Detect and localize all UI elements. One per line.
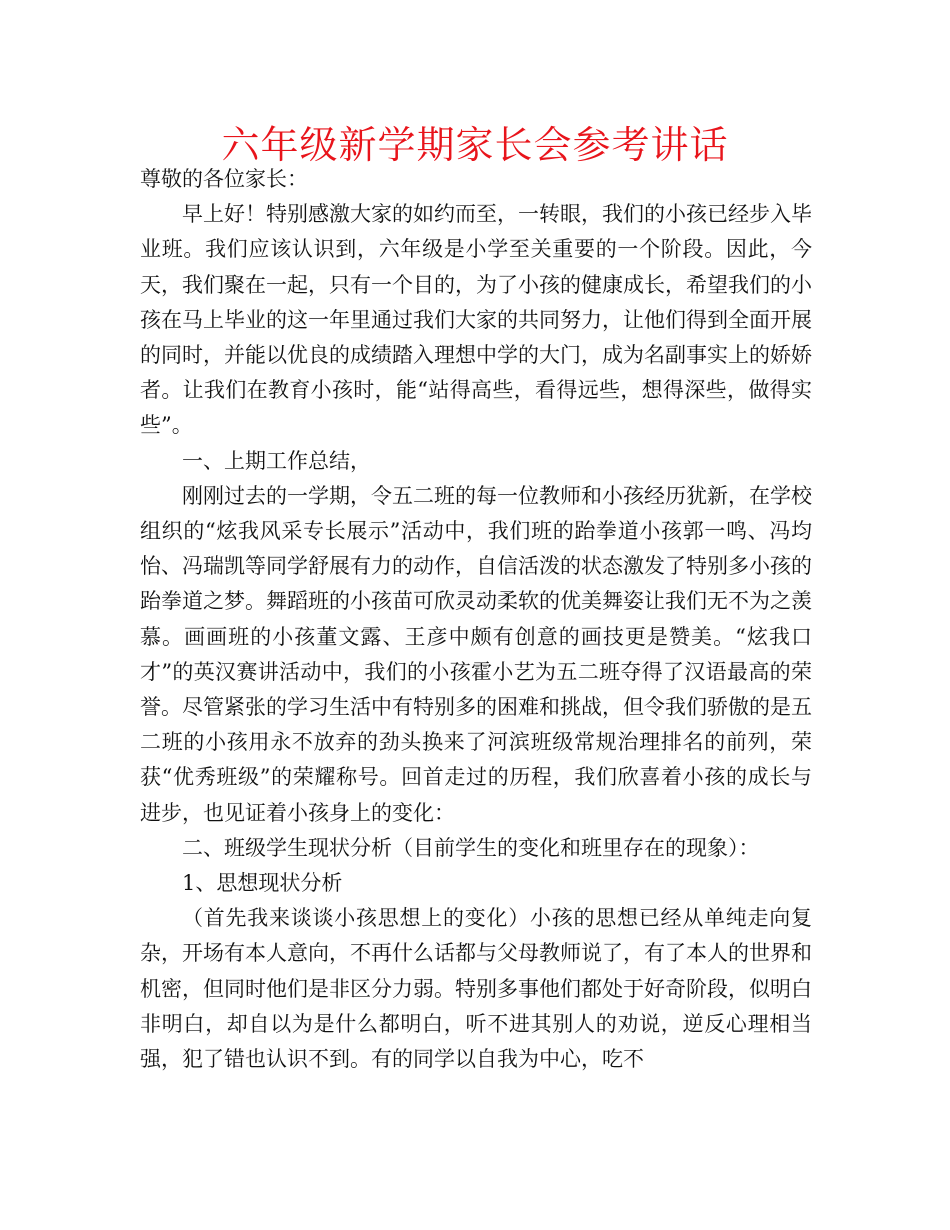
section-heading-analysis: 二、班级学生现状分析（目前学生的变化和班里存在的现象）： — [182, 835, 760, 860]
document-body — [140, 162, 812, 1077]
subsection-heading-thought: 1、思想现状分析 — [182, 871, 343, 896]
paragraph-opening: 早上好！特别感激大家的如约而至，一转眼，我们的小孩已经步入毕业班。我们应该认识到，六年级是小学至关重要的一个阶段。因此，今天，我们聚在一起，只有一个目的，为了小孩的健康成长，希望我们的小孩在马上毕业的这一年里通过我们大家的共同努力，让他们得到全面开展的同时，并能以优良的成绩踏入理想中学的大门，成为名副事实上的娇娇者。让我们在教育小孩时，能“站得高些，看得远些，想得深些，做得实些”。 — [140, 202, 812, 438]
paragraph-summary: 刚刚过去的一学期，令五二班的每一位教师和小孩经历犹新，在学校组织的“炫我风采专长展示”活动中，我们班的跆拳道小孩郭一鸣、冯均怡、冯瑞凯等同学舒展有力的动作，自信活泼的状态激发了特别多小孩的跆拳道之梦。舞蹈班的小孩苗可欣灵动柔软的优美舞姿让我们无不为之羡慕。画画班的小孩董文露、王彦中颇有创意的画技更是赞美。“炫我口才”的英汉赛讲活动中，我们的小孩霍小艺为五二班夺得了汉语最高的荣誉。尽管紧张的学习生活中有特别多的困难和挑战，但令我们骄傲的是五二班的小孩用永不放弃的劲头换来了河滨班级常规治理排名的前列，荣获“优秀班级”的荣耀称号。回首走过的历程，我们欣喜着小孩的成长与进步，也见证着小孩身上的变化： — [140, 483, 812, 825]
document-title: 六年级新学期家长会参考讲话 — [221, 123, 729, 167]
paragraph-thought: （首先我来谈谈小孩思想上的变化）小孩的思想已经从单纯走向复杂，开场有本人意向，不再什么话都与父母教师说了，有了本人的世界和机密，但同时他们是非区分力弱。特别多事他们都处于好奇阶段，似明白非明白，却自以为是什么都明白，听不进其别人的劝说，逆反心理相当强，犯了错也认识不到。有的同学以自我为中心，吃不 — [140, 906, 812, 1072]
greeting-line: 尊敬的各位家长： — [140, 167, 308, 191]
section-heading-summary: 一、上期工作总结， — [182, 448, 371, 473]
